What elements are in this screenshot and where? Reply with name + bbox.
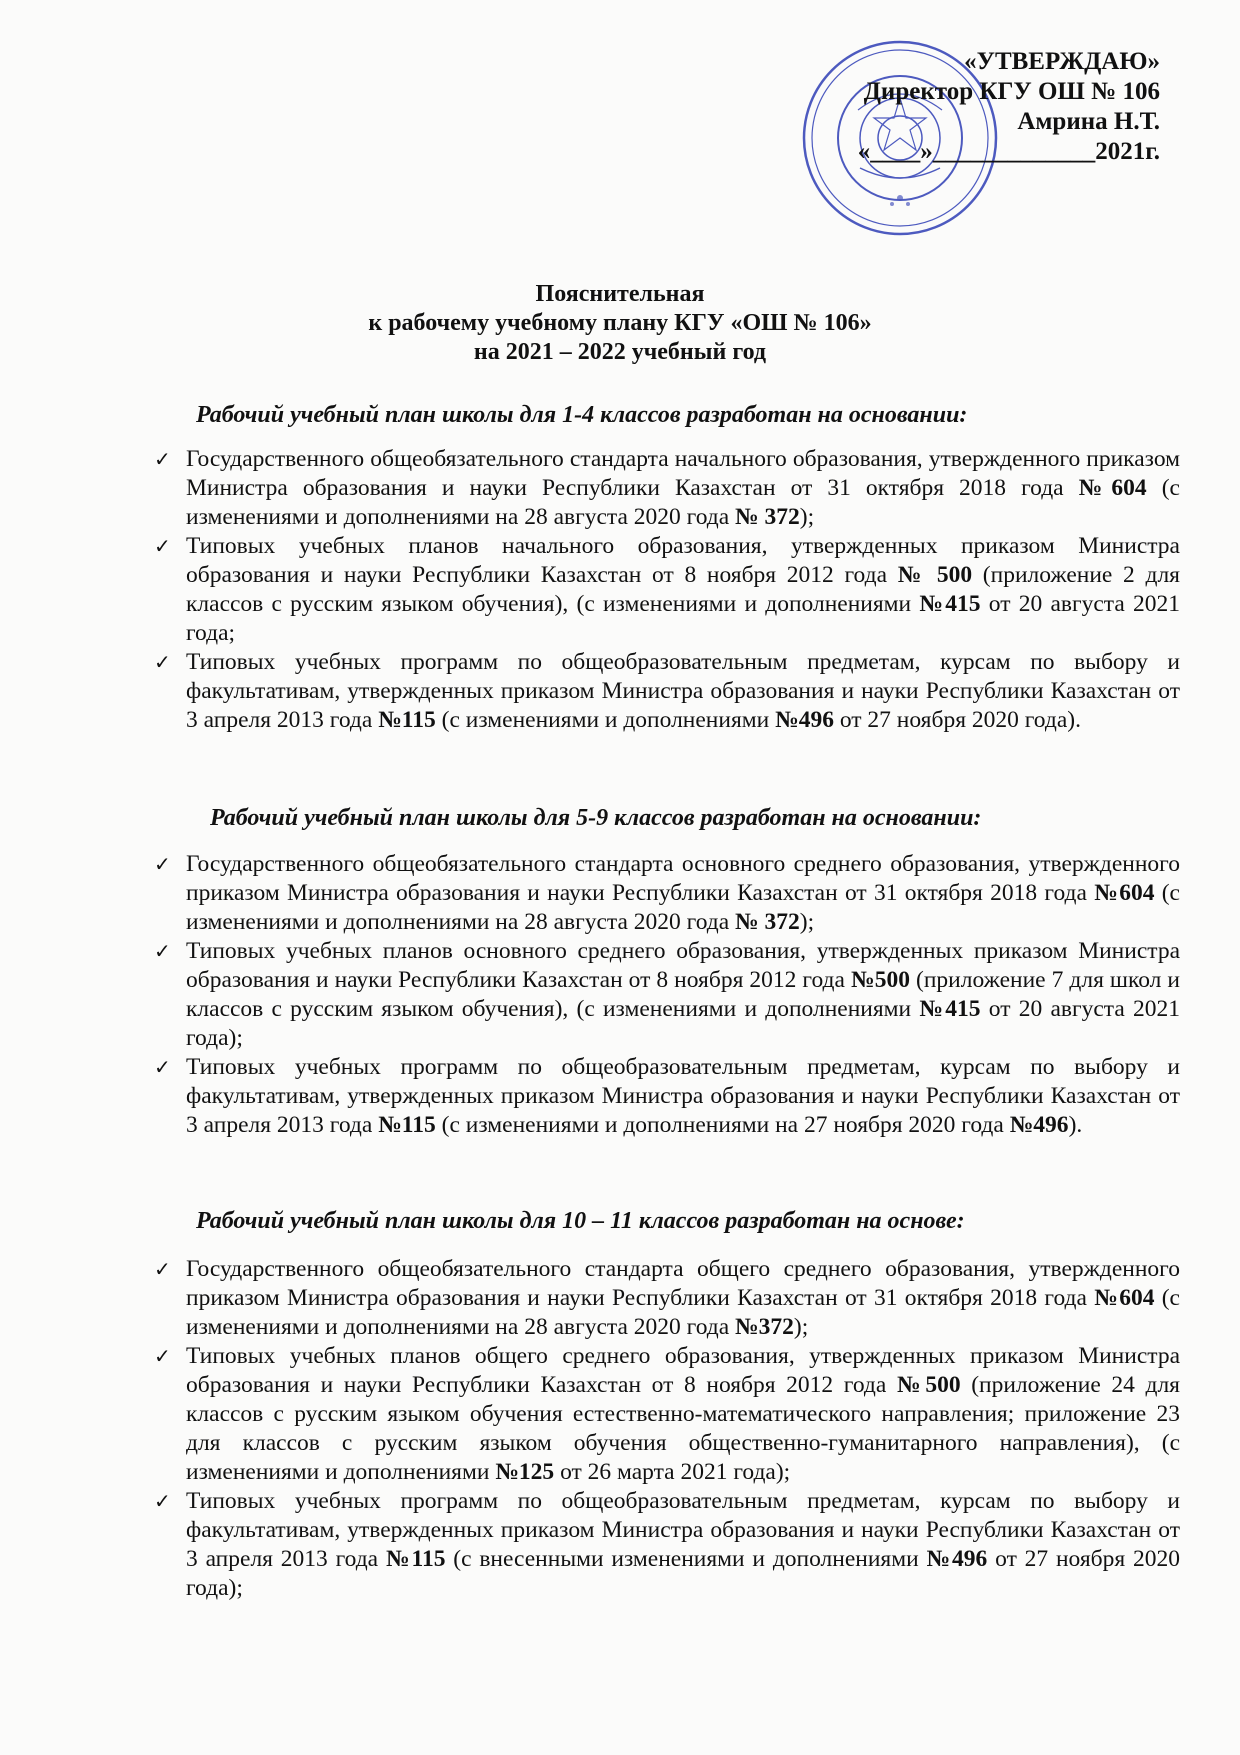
section-heading-5-9: Рабочий учебный план школы для 5-9 классов разработан на основании:	[210, 805, 982, 831]
check-icon: ✓	[154, 447, 171, 471]
order-number: №604	[1094, 880, 1155, 906]
list-item-text: Государственного общеобязательного стандарта основного среднего образования, утвержденного приказом Министра образования и науки Республики Казахстан от 31 октября 2018 года №604 (с изменениями и дополнениями на 28 августа 2020 года № 372);	[186, 851, 1180, 935]
list-item-text: Типовых учебных планов начального образования, утвержденных приказом Министра образования и науки Республики Казахстан от 8 ноября 2012 года № 500 (приложение 2 для классов с русским языком обучения), (с изменениями и дополнениями №415 от 20 августа 2021 года;	[186, 533, 1180, 646]
order-number: № 500	[897, 562, 973, 588]
check-icon: ✓	[154, 1257, 171, 1281]
order-number: №604	[1094, 1285, 1155, 1311]
order-number: №115	[378, 1112, 436, 1138]
approval-line-1: «УТВЕРЖДАЮ»	[964, 48, 1160, 75]
check-icon: ✓	[154, 1489, 171, 1513]
approval-date: «____»_____________2021г.	[857, 138, 1160, 165]
order-number: №604	[1078, 475, 1147, 501]
title-line-1: Пояснительная	[535, 281, 705, 307]
order-number: №500	[850, 967, 910, 993]
order-number: №496	[926, 1546, 988, 1572]
list-item-text: Государственного общеобязательного стандарта начального образования, утвержденного приказом Министра образования и науки Республики Казахстан от 31 октября 2018 года №604 (с изменениями и дополнениями на 28 августа 2020 года № 372);	[186, 446, 1180, 530]
check-icon: ✓	[154, 939, 171, 963]
order-number: №372	[735, 1314, 794, 1340]
document-title	[0, 280, 1240, 367]
list-item	[148, 532, 1180, 648]
check-icon: ✓	[154, 1055, 171, 1079]
section-list-10-11	[148, 1255, 1180, 1603]
check-icon: ✓	[154, 650, 171, 674]
order-number: №415	[919, 996, 981, 1022]
list-item-text: Типовых учебных программ по общеобразовательным предметам, курсам по выбору и факультативам, утвержденных приказом Министра образования и науки Республики Казахстан от 3 апреля 2013 года №115 (с внесенными изменениями и дополнениями №496 от 27 ноября 2020 года);	[186, 1488, 1180, 1601]
check-icon: ✓	[154, 1344, 171, 1368]
check-icon: ✓	[154, 852, 171, 876]
list-item-text: Типовых учебных планов общего среднего образования, утвержденных приказом Министра образования и науки Республики Казахстан от 8 ноября 2012 года №500 (приложение 24 для классов с русским языком обучения естественно-математического направления; приложение 23 для классов с русским языком обучения общественно-гуманитарного направления), (с изменениями и дополнениями №125 от 26 марта 2021 года);	[186, 1343, 1180, 1485]
list-item	[148, 937, 1180, 1053]
order-number: №415	[919, 591, 981, 617]
order-number: №115	[385, 1546, 446, 1572]
order-number: №496	[1009, 1112, 1069, 1138]
section-list-5-9	[148, 850, 1180, 1140]
order-number: №115	[378, 707, 436, 733]
section-heading-1-4: Рабочий учебный план школы для 1-4 классов разработан на основании:	[196, 402, 968, 428]
list-item	[148, 445, 1180, 532]
list-item-text: Типовых учебных планов основного среднего образования, утвержденных приказом Министра образования и науки Республики Казахстан от 8 ноября 2012 года №500 (приложение 7 для школ и классов с русским языком обучения), (с изменениями и дополнениями №415 от 20 августа 2021 года);	[186, 938, 1180, 1051]
list-item	[148, 850, 1180, 937]
order-number: №125	[495, 1459, 555, 1485]
list-item	[148, 1342, 1180, 1487]
approval-line-2: Директор КГУ ОШ № 106	[863, 78, 1160, 105]
list-item-text: Типовых учебных программ по общеобразовательным предметам, курсам по выбору и факультативам, утвержденных приказом Министра образования и науки Республики Казахстан от 3 апреля 2013 года №115 (с изменениями и дополнениями №496 от 27 ноября 2020 года).	[186, 649, 1180, 733]
list-item	[148, 1487, 1180, 1603]
section-heading-10-11: Рабочий учебный план школы для 10 – 11 классов разработан на основе:	[196, 1208, 965, 1234]
section-list-1-4	[148, 445, 1180, 735]
order-number: №496	[775, 707, 834, 733]
title-line-2: к рабочему учебному плану КГУ «ОШ № 106»	[368, 310, 872, 336]
approval-line-3: Амрина Н.Т.	[1017, 108, 1160, 135]
list-item-text: Типовых учебных программ по общеобразовательным предметам, курсам по выбору и факультативам, утвержденных приказом Министра образования и науки Республики Казахстан от 3 апреля 2013 года №115 (с изменениями и дополнениями на 27 ноября 2020 года №496).	[186, 1054, 1180, 1138]
list-item	[148, 648, 1180, 735]
order-number: № 372	[735, 504, 800, 530]
check-icon: ✓	[154, 534, 171, 558]
list-item	[148, 1255, 1180, 1342]
order-number: № 372	[735, 909, 800, 935]
approval-block	[800, 47, 1160, 167]
title-line-3: на 2021 – 2022 учебный год	[473, 339, 767, 365]
list-item-text: Государственного общеобязательного стандарта общего среднего образования, утвержденного приказом Министра образования и науки Республики Казахстан от 31 октября 2018 года №604 (с изменениями и дополнениями на 28 августа 2020 года №372);	[186, 1256, 1180, 1340]
order-number: №500	[896, 1372, 961, 1398]
list-item	[148, 1053, 1180, 1140]
